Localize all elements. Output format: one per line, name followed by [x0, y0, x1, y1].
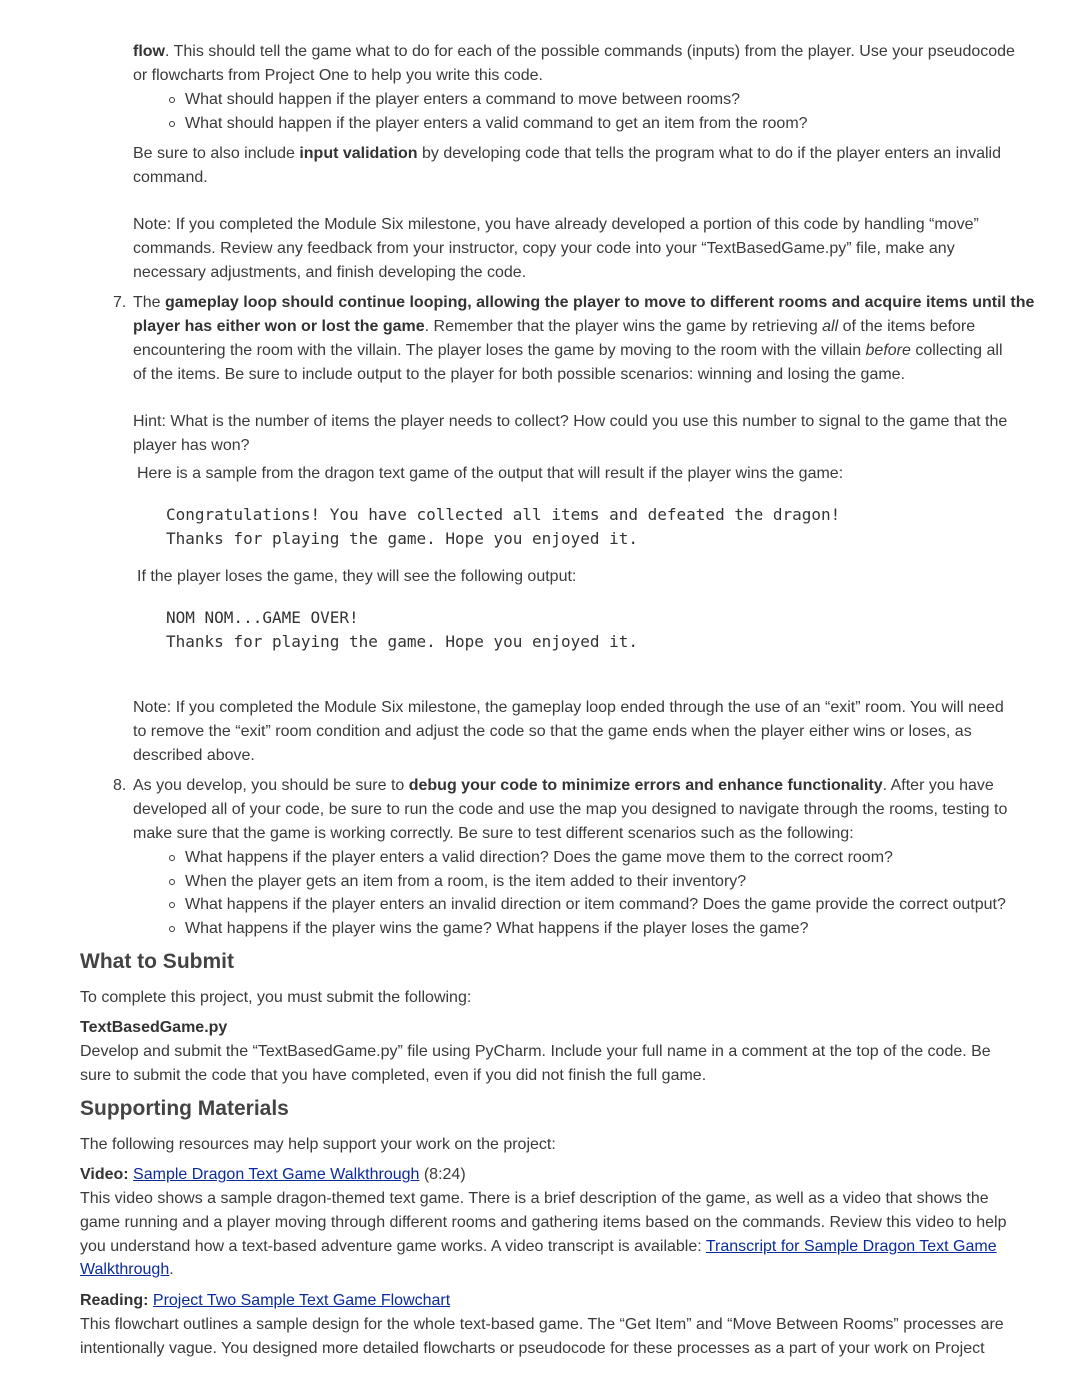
bold-text: Reading:: [80, 1292, 153, 1309]
transcript-link-continued[interactable]: Walkthrough: [80, 1261, 170, 1278]
step7-line2: [133, 315, 975, 339]
reading-desc-line: intentionally vague. You designed more detailed flowcharts or pseudocode for these processes as a part of your work on Project: [80, 1340, 985, 1357]
text: by developing code that tells the program what to do if the player enters an invalid: [417, 145, 1002, 162]
bullet-item: What should happen if the player enters a command to move between rooms?: [185, 88, 740, 112]
submit-intro: To complete this project, you must submit the following:: [80, 989, 472, 1006]
video-desc-line: [80, 1235, 997, 1259]
bold-text: Video:: [80, 1166, 134, 1183]
step8-line3: make sure that the game is working correctly. Be sure to test different scenarios such as the following:: [133, 825, 854, 842]
submit-desc-line: Develop and submit the “TextBasedGame.py” file using PyCharm. Include your full name in a comment at the top of the code. Be: [80, 1043, 991, 1060]
lose-code-line: Thanks for playing the game. Hope you enjoyed it.: [166, 632, 639, 651]
lose-intro: If the player loses the game, they will see the following output:: [137, 568, 577, 585]
section-heading-submit: What to Submit: [80, 950, 234, 973]
step6-line1: [133, 40, 1015, 64]
step8-line2: developed all of your code, be sure to run the code and use the map you designed to navigate through the rooms, testing to: [133, 801, 1008, 818]
video-desc-line: game running and a player moving through different rooms and gathering items based on the commands. Review this video to help: [80, 1214, 1007, 1231]
video-desc-line: [80, 1258, 174, 1282]
text: . This should tell the game what to do for each of the possible commands (inputs) from the player. Use your pseudocode: [165, 43, 1015, 60]
text: . After you have: [882, 777, 994, 794]
text: you understand how a text-based adventure game works. A video transcript is available:: [80, 1238, 706, 1255]
flowchart-link[interactable]: Project Two Sample Text Game Flowchart: [152, 1292, 451, 1309]
bullet-item: What should happen if the player enters a valid command to get an item from the room?: [185, 112, 808, 136]
note-line: to remove the “exit” room condition and adjust the code so that the game ends when the player either wins or loses, as: [133, 723, 972, 740]
text: . Remember that the player wins the game by retrieving: [424, 318, 823, 335]
reading-resource: [80, 1289, 450, 1313]
supporting-intro: The following resources may help support your work on the project:: [80, 1136, 556, 1153]
bullet-item: What happens if the player enters an invalid direction or item command? Does the game provide the correct output?: [185, 893, 1006, 917]
italic-text: all: [822, 318, 839, 335]
video-walkthrough-link[interactable]: Sample Dragon Text Game Walkthrough: [133, 1166, 420, 1183]
text: collecting all: [910, 342, 1003, 359]
text: encountering the room with the villain. The player loses the game by moving to the room with the villain: [133, 342, 866, 359]
note-line: Note: If you completed the Module Six milestone, you have already developed a portion of this code by handling “move”: [133, 216, 979, 233]
submit-desc-line: sure to submit the code that you have completed, even if you did not finish the full game.: [80, 1067, 707, 1084]
text: of the items before: [838, 318, 976, 335]
bold-text: flow: [133, 43, 165, 60]
bullet-item: What happens if the player wins the game? What happens if the player loses the game?: [185, 917, 808, 941]
win-code-line: Congratulations! You have collected all items and defeated the dragon!: [166, 505, 841, 524]
win-code-line: Thanks for playing the game. Hope you enjoyed it.: [166, 529, 639, 548]
video-resource: [80, 1163, 466, 1187]
hint-line: player has won?: [133, 437, 250, 454]
step6-line2: or flowcharts from Project One to help you write this code.: [133, 67, 543, 84]
step7-line4: of the items. Be sure to include output to the player for both possible scenarios: winning and losing the game.: [133, 366, 906, 383]
video-desc-line: This video shows a sample dragon-themed text game. There is a brief description of the game, as well as a video that shows the: [80, 1190, 989, 1207]
bullet-item: When the player gets an item from a room, is the item added to their inventory?: [185, 870, 746, 894]
text: The: [133, 294, 166, 311]
step8-line1: [133, 774, 994, 798]
step7-line1: [133, 291, 1034, 315]
video-duration: (8:24): [419, 1166, 466, 1183]
step-number: 8.: [113, 777, 127, 794]
bold-text: player has either won or lost the game: [133, 318, 425, 335]
validation-line2: command.: [133, 169, 208, 186]
bold-text: input validation: [299, 145, 418, 162]
transcript-link[interactable]: Transcript for Sample Dragon Text Game: [705, 1238, 997, 1255]
note-line: Note: If you completed the Module Six milestone, the gameplay loop ended through the use of an “exit” room. You will need: [133, 699, 1004, 716]
validation-line1: [133, 142, 1001, 166]
italic-text: before: [865, 342, 911, 359]
note-line: commands. Review any feedback from your instructor, copy your code into your “TextBasedGame.py” file, make any: [133, 240, 955, 257]
hint-line: Hint: What is the number of items the player needs to collect? How could you use this number to signal to the game that the: [133, 413, 1008, 430]
bold-text: TextBasedGame.py: [80, 1019, 228, 1036]
section-heading-supporting: Supporting Materials: [80, 1097, 289, 1120]
text: .: [169, 1261, 174, 1278]
bold-text: debug your code to minimize errors and enhance functionality: [408, 777, 883, 794]
text: As you develop, you should be sure to: [133, 777, 409, 794]
step7-line3: [133, 339, 1003, 363]
step-number: 7.: [113, 294, 127, 311]
text: Be sure to also include: [133, 145, 300, 162]
file-label: [80, 1016, 227, 1040]
reading-desc-line: This flowchart outlines a sample design for the whole text-based game. The “Get Item” and “Move Between Rooms” processes are: [80, 1316, 1004, 1333]
bullet-item: What happens if the player enters a valid direction? Does the game move them to the correct room?: [185, 846, 893, 870]
lose-code-line: NOM NOM...GAME OVER!: [166, 608, 359, 627]
note-line: described above.: [133, 747, 255, 764]
win-intro: Here is a sample from the dragon text game of the output that will result if the player wins the game:: [137, 465, 844, 482]
note-line: necessary adjustments, and finish developing the code.: [133, 264, 527, 281]
bold-text: gameplay loop should continue looping, allowing the player to move to different rooms and acquire items until the: [165, 294, 1035, 311]
